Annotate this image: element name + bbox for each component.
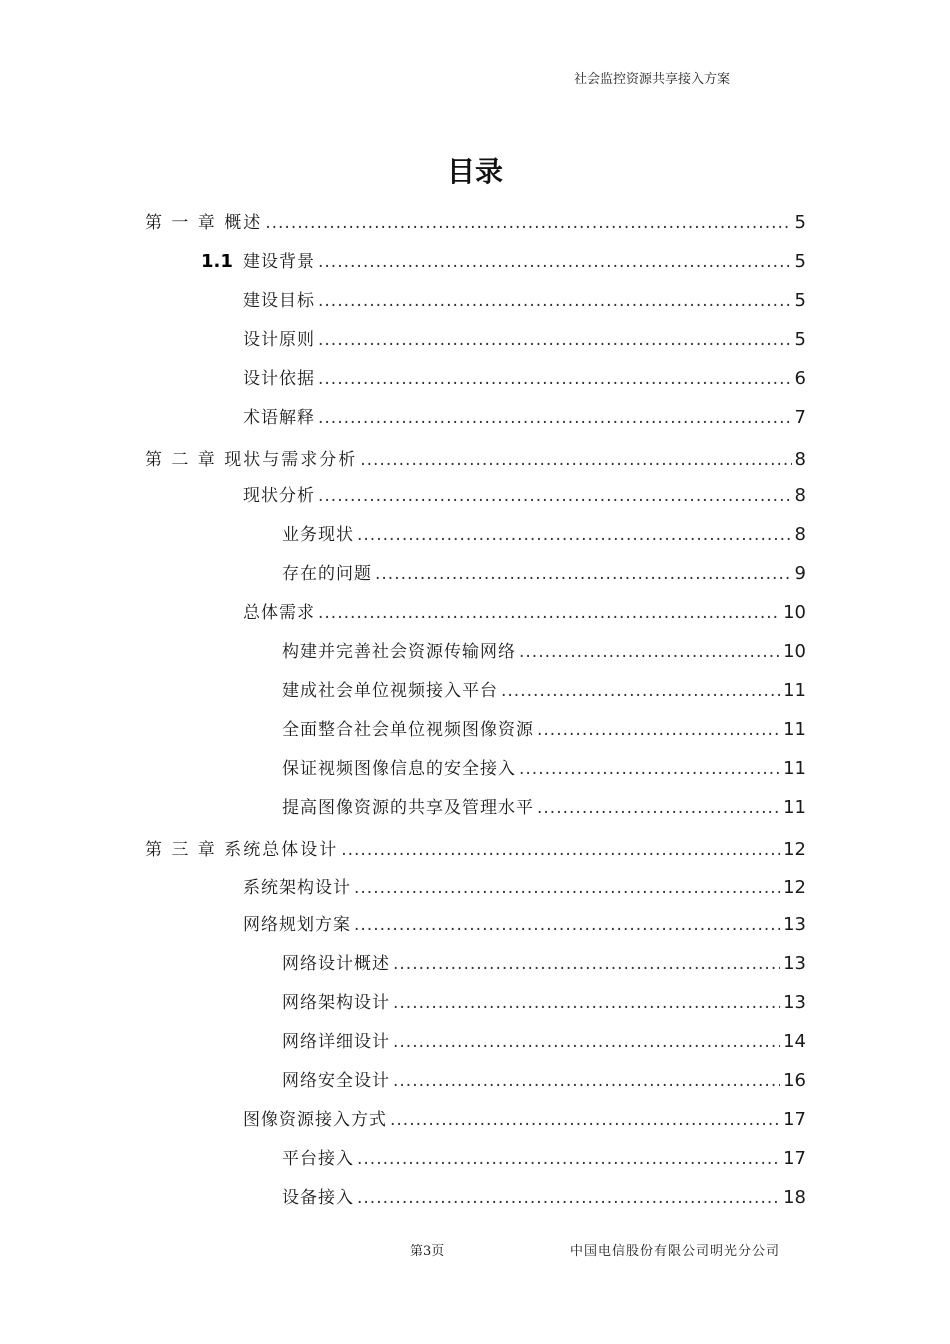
toc-entry-label: 网络设计概述 [282, 954, 390, 974]
toc-entry[interactable] [282, 679, 806, 703]
toc-entry-page: 12 [783, 839, 806, 860]
header-doc-title: 社会监控资源共享接入方案 [574, 72, 731, 87]
toc-dot-leader [357, 1186, 780, 1210]
toc-dot-leader [357, 523, 792, 547]
toc-entry[interactable] [243, 367, 806, 391]
toc-dot-leader [360, 448, 791, 472]
toc-entry[interactable] [282, 952, 806, 976]
toc-entry-page: 11 [783, 797, 806, 818]
toc-entry[interactable] [282, 991, 806, 1015]
toc-dot-leader [265, 211, 791, 235]
toc-entry-page: 8 [794, 485, 806, 506]
toc-entry-label: 保证视频图像信息的安全接入 [282, 759, 516, 779]
toc-entry[interactable] [282, 640, 806, 664]
toc-entry-label: 构建并完善社会资源传输网络 [282, 642, 516, 662]
toc-entry[interactable] [282, 523, 806, 547]
toc-entry-page: 5 [794, 212, 806, 233]
toc-dot-leader [354, 913, 780, 937]
toc-dot-leader [318, 328, 792, 352]
toc-dot-leader [318, 601, 780, 625]
toc-entry-label: 术语解释 [243, 408, 315, 428]
toc-dot-leader [519, 640, 780, 664]
toc-entry-label: 存在的问题 [282, 564, 372, 584]
toc-entry-page: 13 [783, 992, 806, 1013]
toc-entry-page: 8 [794, 524, 806, 545]
toc-entry-page: 8 [794, 449, 806, 470]
footer-company: 中国电信股份有限公司明光分公司 [570, 1244, 781, 1259]
toc-entry-label: 系统架构设计 [243, 878, 351, 898]
toc-dot-leader [537, 718, 780, 742]
toc-entry[interactable] [243, 913, 806, 937]
toc-entry-label: 现状分析 [243, 486, 315, 506]
toc-dot-leader [357, 1147, 780, 1171]
toc-dot-leader [318, 289, 792, 313]
toc-entry[interactable] [243, 484, 806, 508]
toc-entry-page: 11 [783, 680, 806, 701]
toc-entry-page: 5 [794, 251, 806, 272]
toc-entry[interactable] [282, 1147, 806, 1171]
toc-entry[interactable] [201, 250, 806, 274]
toc-entry-page: 6 [794, 368, 806, 389]
toc-title: 目录 [446, 155, 503, 188]
toc-entry[interactable] [282, 1186, 806, 1210]
toc-entry-label: 第 三 章 系统总体设计 [145, 840, 339, 860]
toc-entry[interactable] [282, 718, 806, 742]
toc-entry-label: 设备接入 [282, 1188, 354, 1208]
toc-entry-page: 13 [783, 914, 806, 935]
toc-entry[interactable] [243, 601, 806, 625]
toc-entry-page: 17 [783, 1148, 806, 1169]
toc-entry-label: 提高图像资源的共享及管理水平 [282, 798, 534, 818]
toc-dot-leader [537, 796, 780, 820]
toc-dot-leader [375, 562, 792, 586]
toc-entry-page: 9 [794, 563, 806, 584]
toc-dot-leader [393, 952, 780, 976]
toc-entry-label: 平台接入 [282, 1149, 354, 1169]
toc-entry-label: 设计依据 [243, 369, 315, 389]
footer-page-number: 第3页 [410, 1244, 445, 1259]
toc-entry-label: 网络详细设计 [282, 1032, 390, 1052]
toc-entry-label: 建成社会单位视频接入平台 [282, 681, 498, 701]
toc-dot-leader [318, 250, 792, 274]
toc-dot-leader [341, 838, 780, 862]
toc-entry-label: 网络架构设计 [282, 993, 390, 1013]
toc-entry-page: 7 [794, 407, 806, 428]
toc-entry-page: 17 [783, 1109, 806, 1130]
toc-entry[interactable] [282, 1030, 806, 1054]
toc-entry-label: 全面整合社会单位视频图像资源 [282, 720, 534, 740]
toc-entry-page: 13 [783, 953, 806, 974]
toc-entry-page: 11 [783, 719, 806, 740]
toc-entry[interactable] [145, 448, 806, 472]
toc-entry[interactable] [243, 406, 806, 430]
toc-entry-page: 16 [783, 1070, 806, 1091]
toc-dot-leader [393, 1069, 780, 1093]
toc-dot-leader [519, 757, 780, 781]
toc-entry[interactable] [243, 289, 806, 313]
toc-entry-label: 网络规划方案 [243, 915, 351, 935]
toc-dot-leader [318, 367, 792, 391]
toc-entry-label: 建设目标 [243, 291, 315, 311]
toc-entry-page: 10 [783, 602, 806, 623]
toc-dot-leader [393, 1030, 780, 1054]
toc-dot-leader [318, 406, 792, 430]
toc-dot-leader [318, 484, 792, 508]
toc-entry[interactable] [145, 838, 806, 862]
toc-entry-label: 设计原则 [243, 330, 315, 350]
toc-dot-leader [354, 876, 780, 900]
toc-entry-label: 总体需求 [243, 603, 315, 623]
toc-entry-page: 12 [783, 877, 806, 898]
toc-entry-label: 建设背景 [243, 252, 315, 272]
toc-entry-label: 网络安全设计 [282, 1071, 390, 1091]
toc-dot-leader [501, 679, 780, 703]
toc-entry[interactable] [243, 1108, 806, 1132]
toc-entry[interactable] [282, 796, 806, 820]
toc-entry-page: 14 [783, 1031, 806, 1052]
toc-dot-leader [390, 1108, 780, 1132]
toc-entry-label: 第 二 章 现状与需求分析 [145, 450, 358, 470]
toc-entry-label: 第 一 章 概述 [145, 213, 263, 233]
toc-entry[interactable] [282, 562, 806, 586]
toc-entry-page: 10 [783, 641, 806, 662]
toc-entry[interactable] [145, 211, 806, 235]
toc-entry-label: 图像资源接入方式 [243, 1110, 387, 1130]
toc-entry[interactable] [243, 328, 806, 352]
toc-entry-page: 5 [794, 290, 806, 311]
toc-entry-number: 1.1 [201, 251, 233, 272]
toc-dot-leader [393, 991, 780, 1015]
toc-entry-label: 业务现状 [282, 525, 354, 545]
toc-entry-page: 18 [783, 1187, 806, 1208]
toc-entry[interactable] [282, 757, 806, 781]
toc-entry-page: 11 [783, 758, 806, 779]
toc-entry[interactable] [282, 1069, 806, 1093]
toc-entry[interactable] [243, 876, 806, 900]
toc-entry-page: 5 [794, 329, 806, 350]
